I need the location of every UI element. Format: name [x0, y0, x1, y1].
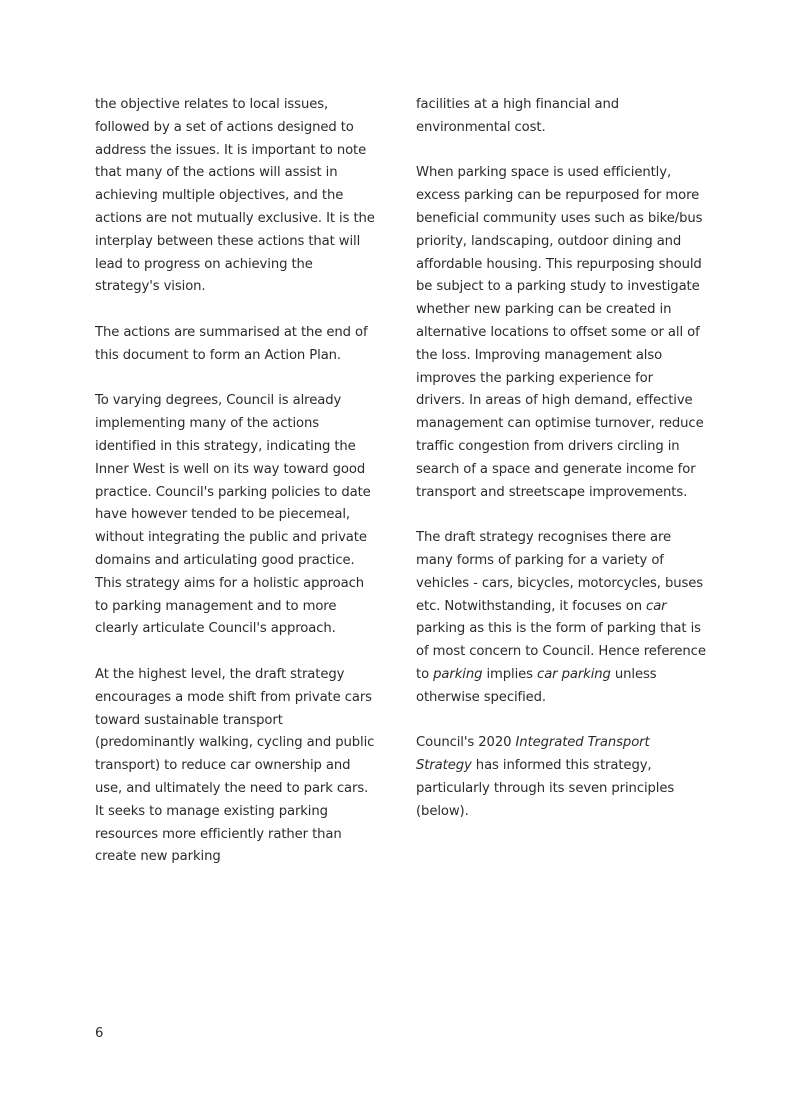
text-run: has informed this strategy, particularly through its seven principles (below). — [416, 758, 675, 819]
emphasis-car-parking: car parking — [537, 666, 611, 682]
paragraph-objectives: the objective relates to local issues, followed by a set of actions designed to address the issues. It is important to note that many of the actions will assist in achieving multiple objectives, and the actions are not mutually exclusive. It is the interplay between these actions that will lead to progress on achieving the strategy's vision. — [95, 97, 375, 295]
left-column — [95, 94, 380, 869]
paragraph-integrated-transport — [416, 732, 706, 823]
text-run: Council's 2020 — [416, 735, 516, 751]
paragraph-action-plan: The actions are summarised at the end of this document to form an Action Plan. — [95, 324, 368, 363]
text-run: The draft strategy recognises there are many forms of parking for a variety of vehicles - cars, bicycles, motorcycles, buses etc. Notwithstanding, it focuses on — [416, 530, 704, 614]
paragraph-efficient-parking: When parking space is used efficiently, excess parking can be repurposed for more beneficial community uses such as bike/bus priority, landscaping, outdoor dining and affordable housing. This repurposing should be subject to a parking study to investigate whether new parking can be created in alternative locations to offset some or all of the loss. Improving management also improves the parking experience for drivers. In areas of high demand, effective management can optimise turnover, reduce traffic congestion from drivers circling in search of a space and generate income for transport and streetscape improvements. — [416, 165, 704, 500]
page-number: 6 — [95, 1026, 104, 1041]
right-column — [416, 94, 706, 824]
paragraph-forms-of-parking — [416, 527, 706, 709]
emphasis-car: car — [646, 598, 667, 614]
text-run: parking as this is the form of parking that is of most concern to Council. Hence reference to — [416, 621, 706, 682]
emphasis-parking: parking — [433, 666, 483, 682]
paragraph-mode-shift: At the highest level, the draft strategy encourages a mode shift from private cars toward sustainable transport (predominantly walking, cycling and public transport) to reduce car ownership and use, and ultimately the need to park cars. It seeks to manage existing parking resources more efficiently rather than create new parking — [95, 666, 375, 865]
text-run: implies — [482, 666, 538, 682]
paragraph-facilities-cost: facilities at a high financial and environmental cost. — [416, 97, 620, 135]
text-run: unless otherwise specified. — [416, 666, 657, 705]
emphasis-strategy-title: Integrated Transport Strategy — [416, 735, 650, 774]
paragraph-council-practice: To varying degrees, Council is already implementing many of the actions identified in this strategy, indicating the Inner West is well on its way toward good practice. Council's parking policies to date have however tended to be piecemeal, without integrating the public and private domains and articulating good practice. This strategy aims for a holistic approach to parking management and to more clearly articulate Council's approach. — [95, 393, 371, 637]
